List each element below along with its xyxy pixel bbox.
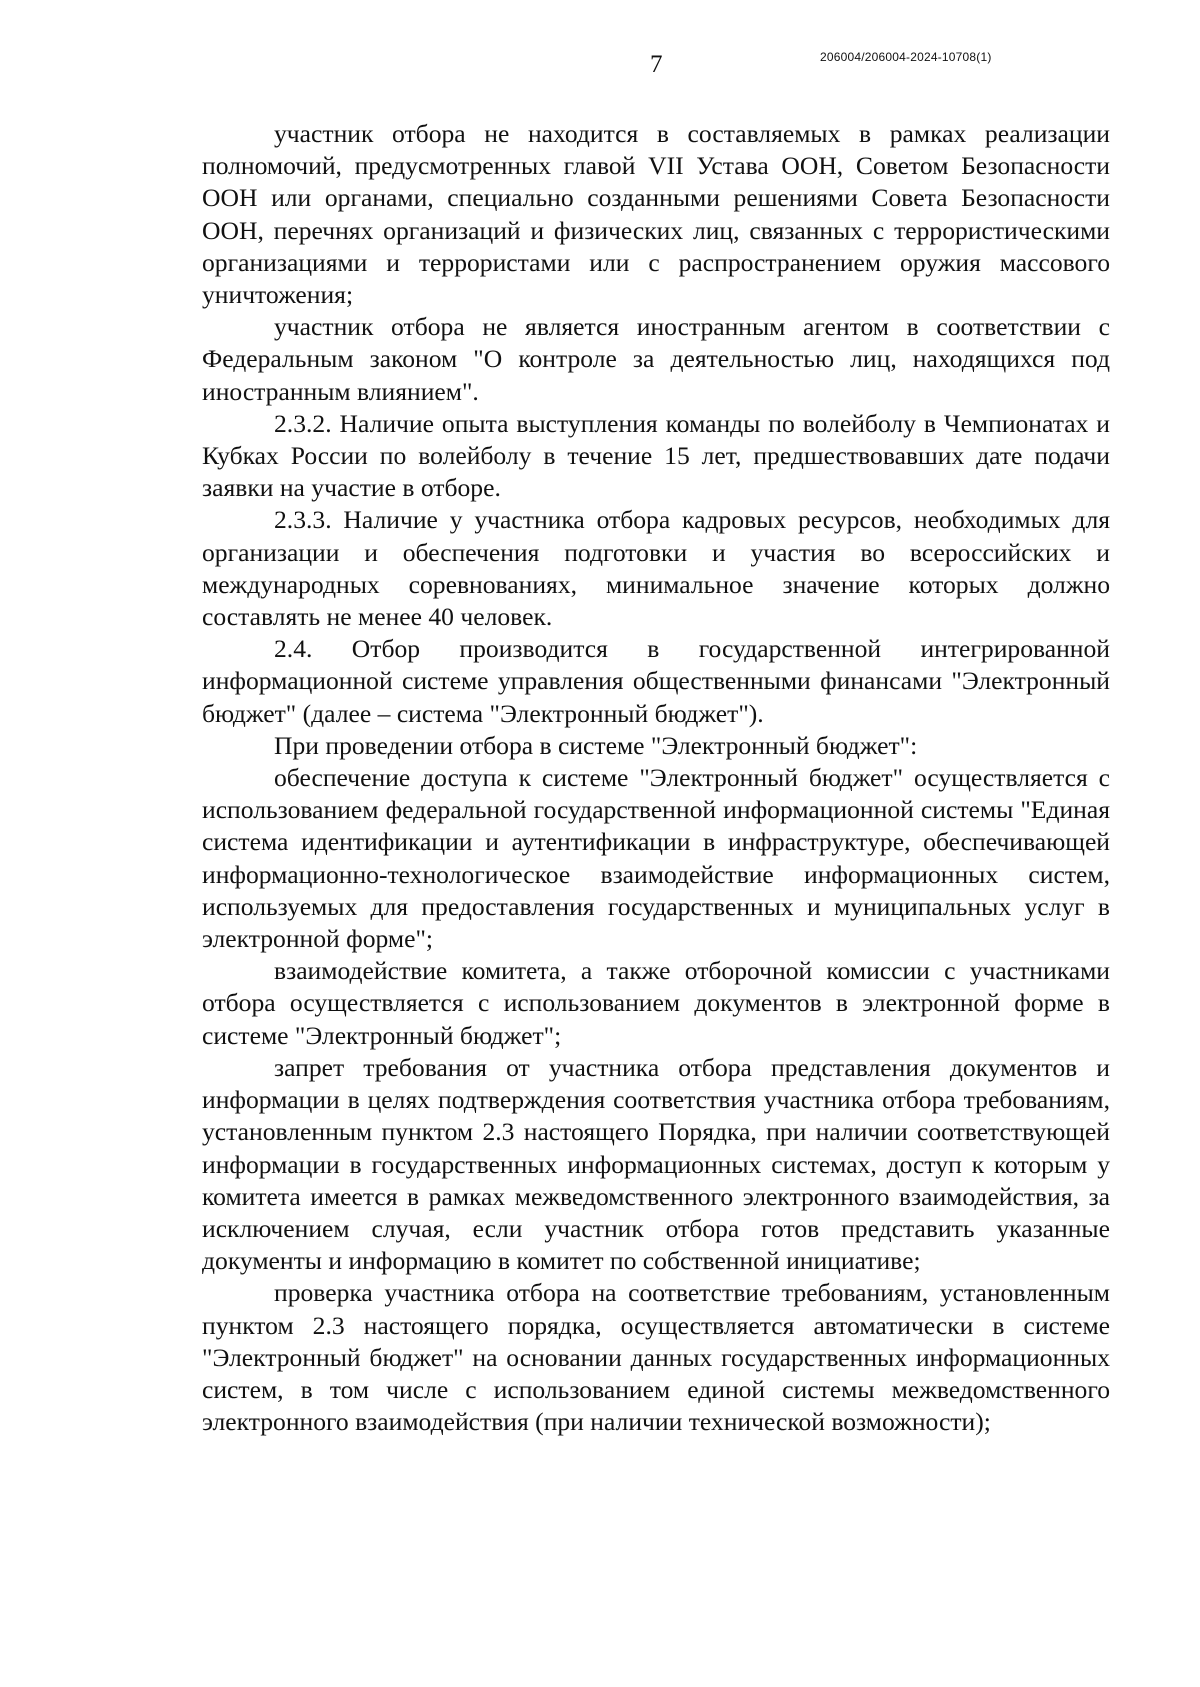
paragraph-foreign-agent: участник отбора не является иностранным агентом в соответствии с Федеральным законом "О контроле за деятельностью лиц, находящихся под иностранным влиянием". — [202, 312, 1110, 406]
paragraph-un-sanctions: участник отбора не находится в составляемых в рамках реализации полномочий, предусмотренных главой VII Устава ООН, Советом Безопасности ООН или органами, специально созданными решениями Совета Безопасности ООН, перечнях организаций и физических лиц, связанных с террористическими организациями и террористами или с распространением оружия массового уничтожения; — [202, 119, 1110, 310]
paragraph-interaction: взаимодействие комитета, а также отборочной комиссии с участниками отбора осуществляется с использованием документов в электронной форме в системе "Электронный бюджет"; — [202, 956, 1110, 1050]
paragraph-automatic-check: проверка участника отбора на соответствие требованиям, установленным пунктом 2.3 настоящего порядка, осуществляется автоматически в системе "Электронный бюджет" на основании данных государственных информационных систем, в том числе с использованием единой системы межведомственного электронного взаимодействия (при наличии технической возможности); — [202, 1278, 1110, 1437]
paragraph-access: обеспечение доступа к системе "Электронный бюджет" осуществляется с использованием федеральной государственной информационной системы "Единая система идентификации и аутентификации в инфраструктуре, обеспечивающей информационно-технологическое взаимодействие информационных систем, используемых для предоставления государственных и муниципальных услуг в электронной форме"; — [202, 763, 1110, 954]
paragraph-2-3-2: 2.3.2. Наличие опыта выступления команды по волейболу в Чемпионатах и Кубках России по волейболу в течение 15 лет, предшествовавших дате подачи заявки на участие в отборе. — [202, 408, 1110, 503]
paragraph-2-3-3: 2.3.3. Наличие у участника отбора кадровых ресурсов, необходимых для организации и обеспечения подготовки и участия во всероссийских и международных соревнованиях, минимальное значение которых должно составлять не менее 40 человек. — [202, 505, 1110, 632]
document-body — [202, 118, 1110, 1438]
document-id: 206004/206004-2024-10708(1) — [820, 50, 992, 64]
paragraph-electronic-budget-intro: При проведении отбора в системе "Электронный бюджет": — [274, 730, 918, 760]
paragraph-2-4: 2.4. Отбор производится в государственной интегрированной информационной системе управления общественными финансами "Электронный бюджет" (далее – система "Электронный бюджет"). — [202, 634, 1110, 728]
paragraph-document-request-ban: запрет требования от участника отбора представления документов и информации в целях подтверждения соответствия участника отбора требованиям, установленным пунктом 2.3 настоящего Порядка, при наличии соответствующей информации в государственных информационных системах, доступ к которым у комитета имеется в рамках межведомственного электронного взаимодействия, за исключением случая, если участник отбора готов представить указанные документы и информацию в комитет по собственной инициативе; — [202, 1052, 1110, 1276]
page-number: 7 — [650, 51, 663, 78]
